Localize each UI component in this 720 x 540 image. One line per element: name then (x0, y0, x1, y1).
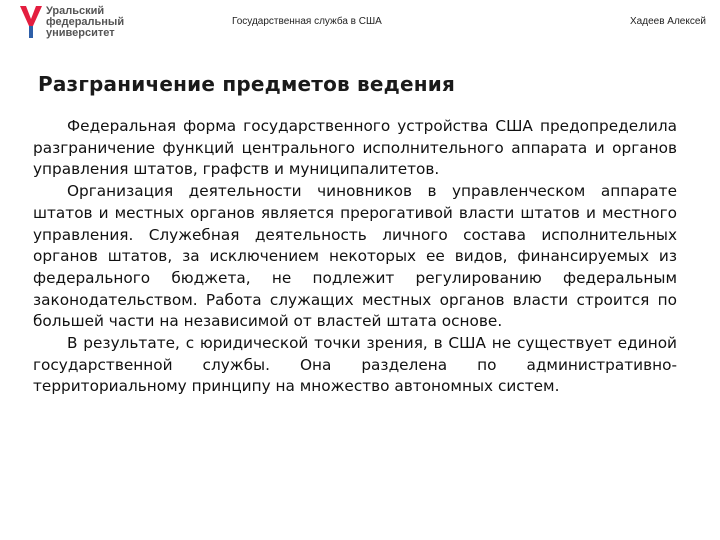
logo-line-2: федеральный (46, 16, 125, 28)
header-subject: Государственная служба в США (232, 16, 382, 27)
slide-title: Разграничение предметов ведения (38, 72, 456, 96)
slide-body (33, 116, 677, 398)
paragraph: В результате, с юридической точки зрения, в США не существует единой государственной службы. Она разделена по административно-территориальному принципу на множество автономных систем. (33, 334, 677, 396)
header-author: Хадеев Алексей (630, 16, 706, 27)
university-logo (20, 6, 124, 39)
university-emblem-icon (20, 6, 42, 38)
logo-line-3: университет (46, 27, 115, 39)
paragraph: Федеральная форма государственного устройства США предопределила разграничение функций центрального исполнительного аппарата и органов управления штатов, графств и муниципалитетов. (33, 117, 677, 179)
logo-line-1: Уральский (46, 5, 105, 17)
paragraph: Организация деятельности чиновников в управленческом аппарате штатов и местных органов является прерогативой власти штатов и местного управления. Служебная деятельность личного состава исполнительных органов штатов, за исключением некоторых ее видов, финансируемых из федерального бюджета, не подлежит регулированию федеральным законодательством. Работа служащих местных органов власти строится по большей части на независимой от властей штата основе. (33, 182, 677, 331)
logo-text (46, 6, 124, 39)
